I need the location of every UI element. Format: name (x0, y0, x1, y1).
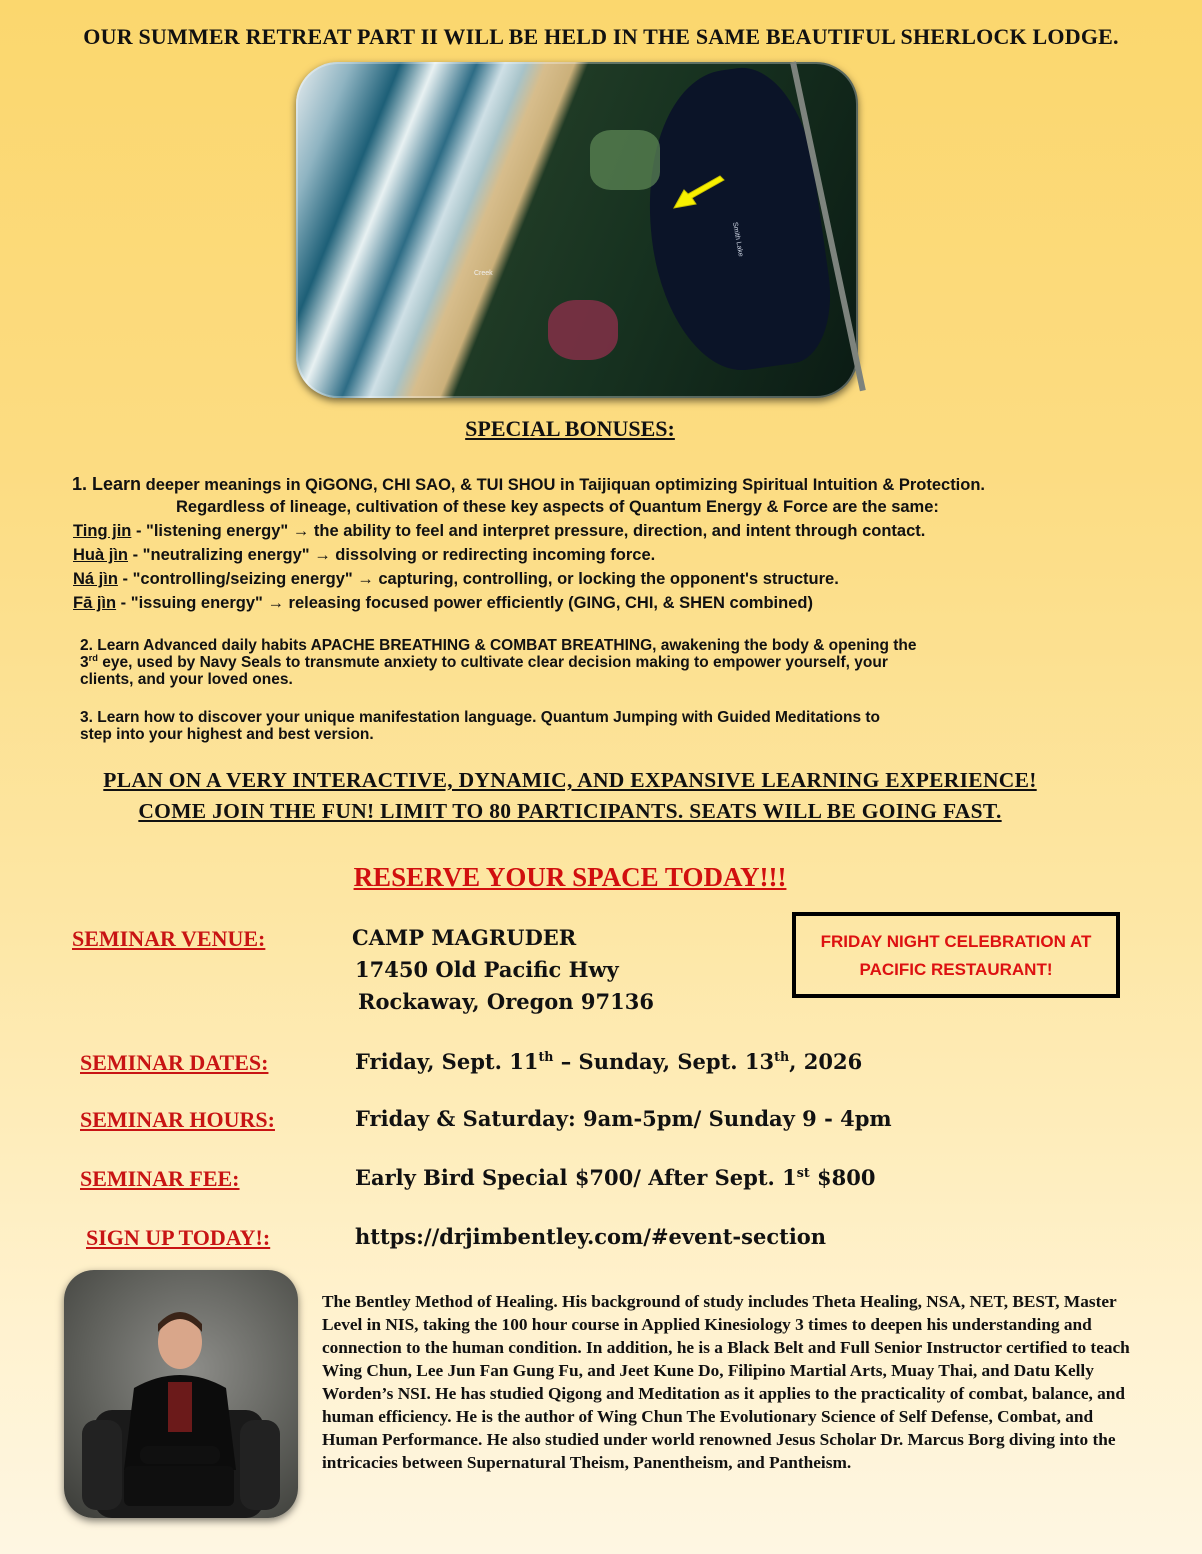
venue-name: CAMP MAGRUDER (352, 925, 577, 950)
term-row (73, 594, 813, 613)
person-silhouette-icon (64, 1270, 298, 1518)
plan-line-1: PLAN ON A VERY INTERACTIVE, DYNAMIC, AND EXPANSIVE LEARNING EXPERIENCE! (103, 768, 1037, 792)
venue-city: Rockaway, Oregon 97136 (358, 989, 654, 1014)
signup-label: SIGN UP TODAY!: (86, 1225, 271, 1250)
venue-label: SEMINAR VENUE: (72, 926, 266, 951)
lake-label: Smith Lake (731, 221, 745, 258)
red-foliage-shape (548, 300, 618, 360)
dates-label: SEMINAR DATES: (80, 1050, 269, 1075)
term-desc: - "controlling/seizing energy" → capturing, controlling, or locking the opponent's structure. (117, 570, 839, 588)
bonus-item-3 (80, 709, 1080, 743)
creek-label: Creek (474, 270, 493, 277)
venue-street: 17450 Old Pacific Hwy (355, 957, 619, 982)
bonus-item-2 (80, 637, 1080, 688)
portrait-photo (64, 1270, 298, 1518)
celebration-box (792, 912, 1120, 998)
bio-text: The Bentley Method of Healing. His background of study includes Theta Healing, NSA, NET, BEST, Master Level in NIS, taking the 100 hour course in Applied Kinesiology 3 times to deepen his understanding and connection to the human condition. In addition, he is a Black Belt and Full Senior Instructor certified to teach Wing Chun, Lee Jun Fan Gung Fu, and Jeet Kune Do, Filipino Martial Arts, Muay Thai, and Datu Kelly Worden’s NSI. He has studied Qigong and Meditation as it applies to the practicality of combat, balance, and human efficiency. He is the author of Wing Chun The Evolutionary Science of Self Defense, Combat, and Human Performance. He also studied under world renowned Jesus Scholar Dr. Marcus Borg diving into the intricacies between Supernatural Theism, Panentheism, and Pantheism. (322, 1292, 1130, 1472)
term-row (73, 522, 925, 541)
clearing-shape (590, 130, 660, 190)
bonus-item-2-line2: 3rd eye, used by Navy Seals to transmute anxiety to cultivate clear decision making to empower yourself, your (80, 652, 888, 671)
reserve-heading: RESERVE YOUR SPACE TODAY!!! (353, 862, 787, 892)
hours-value: Friday & Saturday: 9am-5pm/ Sunday 9 - 4pm (355, 1106, 892, 1131)
headline: OUR SUMMER RETREAT PART II WILL BE HELD IN THE SAME BEAUTIFUL SHERLOCK LODGE. (83, 24, 1119, 49)
term-row (73, 546, 655, 565)
fee-label: SEMINAR FEE: (80, 1166, 240, 1191)
yellow-arrow-icon (672, 174, 728, 214)
hours-label: SEMINAR HOURS: (80, 1107, 275, 1132)
bonus-item-1-text: deeper meanings in QiGONG, CHI SAO, & TUI SHOU in Taijiquan optimizing Spiritual Intuition & Protection. (141, 476, 986, 494)
bonus-item-2-line3: clients, and your loved ones. (80, 671, 293, 688)
dates-value: Friday, Sept. 11th – Sunday, Sept. 13th, 2026 (355, 1049, 863, 1074)
term-name: Ting jin (73, 522, 132, 540)
term-row (73, 570, 839, 589)
term-name: Fā jìn (73, 594, 117, 612)
term-desc: - "listening energy" → the ability to feel and interpret pressure, direction, and intent through contact. (131, 522, 926, 540)
bonus-item-3-line1: 3. Learn how to discover your unique manifestation language. Quantum Jumping with Guided Meditations to (80, 709, 881, 726)
bonus-item-3-line2: step into your highest and best version. (80, 726, 374, 743)
term-name: Huà jìn (73, 546, 129, 564)
celebration-line-2: PACIFIC RESTAURANT! (859, 960, 1053, 979)
celebration-line-1: FRIDAY NIGHT CELEBRATION AT (820, 932, 1092, 951)
term-name: Ná jìn (73, 570, 118, 588)
signup-link[interactable]: https://drjimbentley.com/#event-section (355, 1224, 827, 1249)
plan-line-2: COME JOIN THE FUN! LIMIT TO 80 PARTICIPANTS. SEATS WILL BE GOING FAST. (138, 799, 1002, 823)
bonus-item-1-number: 1. Learn (72, 474, 142, 494)
special-bonuses-title: SPECIAL BONUSES: (465, 416, 675, 441)
bonus-item-1-subtitle: Regardless of lineage, cultivation of these key aspects of Quantum Energy & Force are the same: (176, 498, 939, 516)
bonus-item-1 (72, 474, 1162, 495)
bonus-item-2-line1: 2. Learn Advanced daily habits APACHE BREATHING & COMBAT BREATHING, awakening the body & opening the (80, 637, 917, 654)
term-desc: - "issuing energy" → releasing focused power efficiently (GING, CHI, & SHEN combined) (116, 594, 813, 612)
term-desc: - "neutralizing energy" → dissolving or redirecting incoming force. (128, 546, 656, 564)
fee-value: Early Bird Special $700/ After Sept. 1st $800 (355, 1165, 876, 1190)
